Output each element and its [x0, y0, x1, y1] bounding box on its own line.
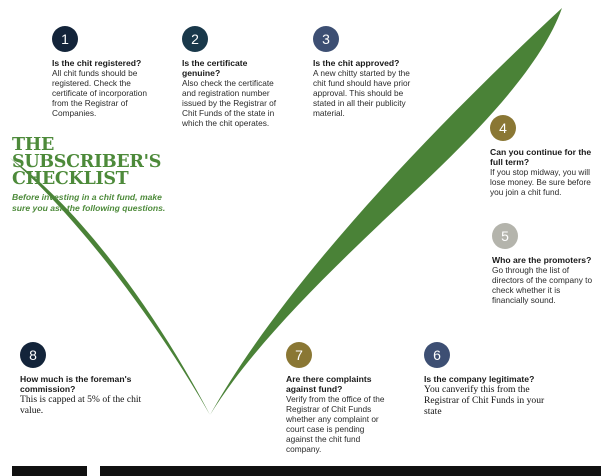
checklist-item-3 [313, 26, 411, 118]
checklist-item-4 [490, 115, 594, 197]
item-question: How much is the foreman's commission? [20, 374, 132, 394]
checklist-item-8 [20, 342, 142, 416]
item-description: A new chitty started by the chit fund should have prior approval. This should be stated in all their publicity material. [313, 68, 411, 118]
checklist-item-2 [182, 26, 288, 128]
item-description: If you stop midway, you will lose money. Be sure before you join a chit fund. [490, 167, 591, 197]
item-question: Is the certificate genuine? [182, 58, 248, 78]
item-description: Verify from the office of the Registrar of Chit Funds whether any complaint or court case is pending against the chit fund company. [286, 394, 385, 454]
item-question: Can you continue for the full term? [490, 147, 592, 167]
checklist-subtitle: Before investing in a chit fund, make sure you ask the following questions. [12, 192, 166, 213]
item-question: Is the chit registered? [52, 58, 142, 68]
item-question: Is the company legitimate? [424, 374, 535, 384]
title-block [12, 137, 187, 213]
step-badge: 5 [492, 223, 518, 249]
item-description: Also check the certificate and registration number issued by the Registrar of Chit Funds of the state in which the chit operates. [182, 78, 277, 128]
bottom-edge-bar-right [100, 466, 601, 476]
item-question: Are there complaints against fund? [286, 374, 372, 394]
step-badge: 1 [52, 26, 78, 52]
step-badge: 7 [286, 342, 312, 368]
step-badge: 4 [490, 115, 516, 141]
checklist-item-6 [424, 342, 554, 417]
checklist-item-1 [52, 26, 152, 118]
step-badge: 6 [424, 342, 450, 368]
item-description: This is capped at 5% of the chit value. [20, 394, 142, 416]
checklist-item-7 [286, 342, 390, 454]
item-description: Go through the list of directors of the company to check whether it is financially sound. [492, 265, 593, 305]
item-question: Is the chit approved? [313, 58, 400, 68]
step-badge: 2 [182, 26, 208, 52]
step-badge: 8 [20, 342, 46, 368]
item-question: Who are the promoters? [492, 255, 592, 265]
checklist-title: THE SUBSCRIBER'S CHECKLIST [12, 135, 162, 189]
bottom-edge-bar-left [12, 466, 87, 476]
item-description: All chit funds should be registered. Check the certificate of incorporation from the Registrar of Companies. [52, 68, 148, 118]
step-badge: 3 [313, 26, 339, 52]
item-description: You canverify this from the Registrar of Chit Funds in your state [424, 384, 545, 417]
checklist-item-5 [492, 223, 596, 305]
